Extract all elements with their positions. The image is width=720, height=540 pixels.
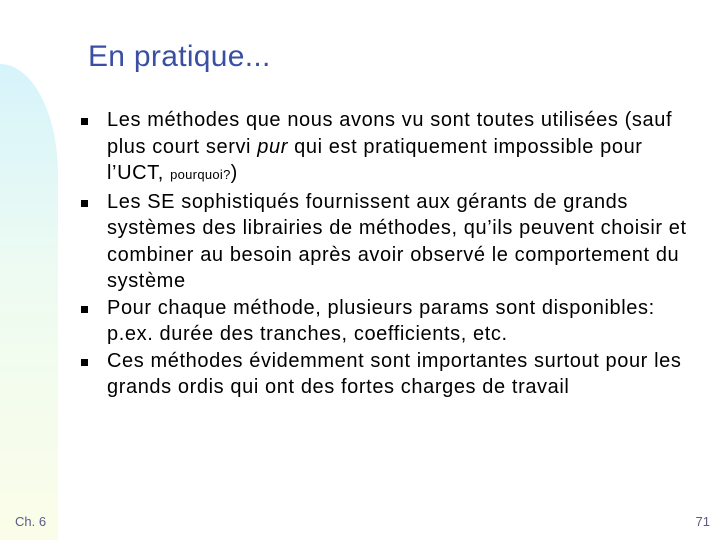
bullet-list — [80, 107, 700, 401]
bullet-text: Les SE sophistiqués fournissent aux gérants de grands systèmes des librairies de méthodes, qu’ils peuvent choisir et combiner au besoin après avoir observé le comportement du système — [107, 190, 687, 292]
bullet-text: Pour chaque méthode, plusieurs params sont disponibles: p.ex. durée des tranches, coefficients, etc. — [107, 296, 655, 345]
bullet-item — [80, 348, 700, 401]
footer-chapter: Ch. 6 — [15, 514, 47, 529]
square-bullet-icon — [81, 306, 88, 313]
slide-title: En pratique... — [88, 40, 271, 73]
page-number: 71 — [695, 514, 710, 529]
bullet-item — [80, 107, 700, 189]
bullet-item — [80, 189, 700, 295]
decorative-band — [0, 64, 58, 540]
square-bullet-icon — [81, 359, 88, 366]
emphasis-text: pur — [257, 135, 288, 158]
bullet-text: Ces méthodes évidemment sont importantes surtout pour les grands ordis qui ont des fortes charges de travail — [107, 349, 682, 398]
bullet-item — [80, 295, 700, 348]
bullet-text: Les méthodes que nous avons vu sont toutes utilisées (sauf plus court servi pur qui est pratiquement impossible pour l’UCT, pourquoi?) — [107, 109, 673, 184]
square-bullet-icon — [81, 118, 88, 125]
square-bullet-icon — [81, 200, 88, 207]
aside-text: pourquoi? — [170, 167, 231, 182]
